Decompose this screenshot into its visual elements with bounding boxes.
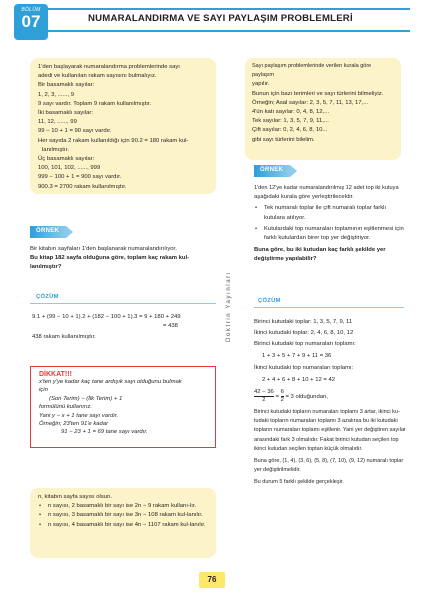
info-line: 900.3 = 2700 rakam kullanılmıştır. [38, 183, 127, 190]
explanation-line: ikinci kutudan seçilen toptan küçük olmalıdır. [254, 445, 363, 452]
solution-underline [30, 303, 216, 304]
info-line: gibi sayı türlerini bilelim. [252, 136, 315, 143]
chapter-number: 07 [21, 12, 41, 31]
fraction [254, 389, 274, 404]
formula-bullet: • n sayısı, 3 basamaklı bir sayı ise 3n − 108 rakam kul-lanılır. [38, 511, 208, 520]
fraction-numerator: 6 [280, 389, 284, 395]
info-line: 4'ün katı sayılar: 0, 4, 8, 12,... [252, 109, 330, 116]
solution-label: ÇÖZÜM [36, 294, 59, 300]
solution-line: 1 + 3 + 5 + 7 + 9 + 11 = 36 [262, 353, 332, 359]
fraction-equation [254, 389, 406, 404]
solution-line: İkinci kutudaki toplar: 2, 4, 6, 8, 10, 12 [254, 330, 354, 336]
info-line: yapılır. [252, 81, 270, 88]
info-line: adedi ve kullanılan rakam sayısını bulmalıyız. [38, 73, 157, 80]
equals-sign: = [275, 394, 279, 401]
warning-title: DİKKAT!!! [39, 371, 72, 378]
example-question [254, 184, 404, 265]
solution-body [32, 313, 218, 343]
question-bold: Buna göre, bu iki kutudan kaç farklı şekilde yer değiştirme yapılabilir? [254, 247, 386, 263]
fraction-denominator: 2 [280, 397, 284, 403]
question-text: aşağıdaki kurala göre yerleştirilecektir. [254, 194, 354, 201]
example-badge: ÖRNEK [254, 165, 290, 177]
info-line: 1, 2, 3, ......, 9 [38, 91, 75, 98]
fraction [281, 389, 284, 404]
info-line: Her sayıda 2 rakam kullanıldığı için 90.2 = 180 rakam kul- [38, 137, 189, 144]
explanation-line: tudaki topların numaraları toplamı 3 azalırsa bu iki kutudaki [254, 418, 398, 425]
solution-line: İkinci kutudaki top numaraları toplamı: [254, 365, 354, 371]
info-line: 1'den başlayarak numaralandırma problemlerinde sayı [38, 64, 180, 70]
solution-line: = 438 [163, 323, 178, 330]
solution-line: 2 + 4 + 6 + 8 + 10 + 12 = 42 [262, 377, 336, 383]
warning-line: Örneğin; 23'ten 91'e kadar [39, 421, 109, 428]
explanation-line: Buna göre, (1, 4), (3, 6), (5, 8), (7, 10), (9, 12) numaralı toplar [254, 458, 404, 465]
info-line: 100, 101, 102, ......, 999 [38, 165, 101, 172]
info-line: Üç basamaklı sayılar: [38, 156, 95, 163]
formula-bullet: • n sayısı, 4 basamaklı bir sayı ise 4n − 1107 rakam kul-lanılır. [38, 521, 208, 530]
page-title: NUMARALANDIRMA VE SAYI PAYLAŞIM PROBLEMLERİ [88, 13, 353, 24]
publisher-vertical-text: Doktrin Yayınları [226, 271, 232, 342]
rule-bullet: • Kutulardaki top numaraları toplamının eşitlenmesi için farklı kutulardan birer top yer değiştiriyor. [254, 225, 404, 243]
solution-label: ÇÖZÜM [258, 298, 281, 304]
explanation-line: yer değiştirilmelidir. [254, 467, 301, 474]
warning-line: Yani y − x + 1 tane sayı vardır. [39, 412, 119, 419]
explanation-line: topların numaraları toplamı eşitlenir. Yani yer değiştiren sayılar [254, 427, 406, 434]
question-text: 1'den 12'ye kadar numaralandırılmış 12 adet top iki kutuya [254, 185, 399, 191]
info-line: lanılmıştır. [42, 146, 69, 153]
info-line: 999 − 100 + 1 = 900 sayı vardır. [38, 174, 122, 181]
info-line: 99 − 10 + 1 = 90 sayı vardır. [38, 128, 112, 135]
explanation-line: Bu durum 5 farklı şekilde gerçekleşir. [254, 479, 344, 486]
warning-line: (Son Terim) − (İlk Terim) + 1 [49, 395, 123, 402]
info-line: Bunun için bazı terimleri ve sayı türlerini bilmeliyiz. [252, 90, 384, 97]
warning-line: formülünü kullanırız. [39, 404, 93, 411]
page-number: 76 [199, 572, 225, 588]
solution-line: 9.1 + (99 − 10 + 1).2 + (182 − 100 + 1).3 = 9 + 180 + 249 [32, 314, 181, 320]
explanation-line: Birinci kutudaki topların numaraları toplamı 3 artar, ikinci ku- [254, 409, 400, 415]
warning-box [30, 366, 216, 448]
example-badge: ÖRNEK [30, 226, 66, 238]
explanation-line: arasındaki fark 3 olmalıdır. Fakat birinci kutudan seçilen top [254, 436, 399, 443]
warning-line: 91 − 23 + 1 = 69 tane sayı vardır. [61, 429, 148, 436]
solution-line: Birinci kutudaki top numaraları toplamı: [254, 341, 356, 347]
numbering-info-box [30, 58, 216, 194]
solution-body [254, 318, 406, 488]
question-bold: Bu kitap 182 sayfa olduğuna göre, toplam kaç rakam kul-lanılmıştır? [30, 255, 190, 271]
solution-underline [254, 307, 404, 308]
example-question [30, 245, 216, 273]
solution-line: 438 rakam kullanılmıştır. [32, 334, 96, 341]
warning-line: x'ten y'ye kadar kaç tane ardışık sayı olduğunu bulmak [39, 379, 182, 385]
sharing-info-box [245, 58, 401, 160]
chapter-badge [14, 4, 48, 40]
info-line: Tek sayılar: 1, 3, 5, 7, 9, 11,... [252, 118, 329, 125]
rule-bullet: • Tek numaralı toplar ile çift numaralı toplar farklı kutulara atılıyor. [254, 204, 404, 222]
info-line: Sayı paylaşım problemlerinde verilen kurala göre paylaşım [252, 63, 372, 79]
info-line: Örneğin; Asal sayılar: 2, 3, 5, 7, 11, 13, 17,... [252, 99, 369, 106]
fraction-denominator: 2 [262, 397, 266, 403]
info-line: 9 sayı vardır. Toplam 9 rakam kullanılmıştır. [38, 100, 152, 107]
formula-intro: n, kitabın sayfa sayısı olsun. [38, 494, 112, 500]
formula-bullet: • n sayısı, 2 basamaklı bir sayı ise 2n − 9 rakam kullanı-lır. [38, 502, 208, 511]
info-line: 11, 12, ......, 99 [38, 119, 77, 126]
solution-line: Birinci kutudaki toplar: 1, 3, 5, 7, 9, 11 [254, 319, 353, 325]
chapter-label: BÖLÜM [21, 7, 41, 13]
question-text: Bir kitabın sayfaları 1'den başlanarak numaralandırılıyor. [30, 246, 177, 252]
fraction-result: = 3 olduğundan, [285, 394, 328, 401]
info-line: İki basamaklı sayılar: [38, 110, 93, 117]
formula-box [30, 488, 216, 558]
info-line: Çift sayılar: 0, 2, 4, 6, 8, 10... [252, 127, 328, 134]
warning-line: için [39, 387, 48, 394]
info-line: Bir basamaklı sayılar: [38, 82, 95, 89]
fraction-numerator: 42 − 36 [254, 389, 274, 395]
